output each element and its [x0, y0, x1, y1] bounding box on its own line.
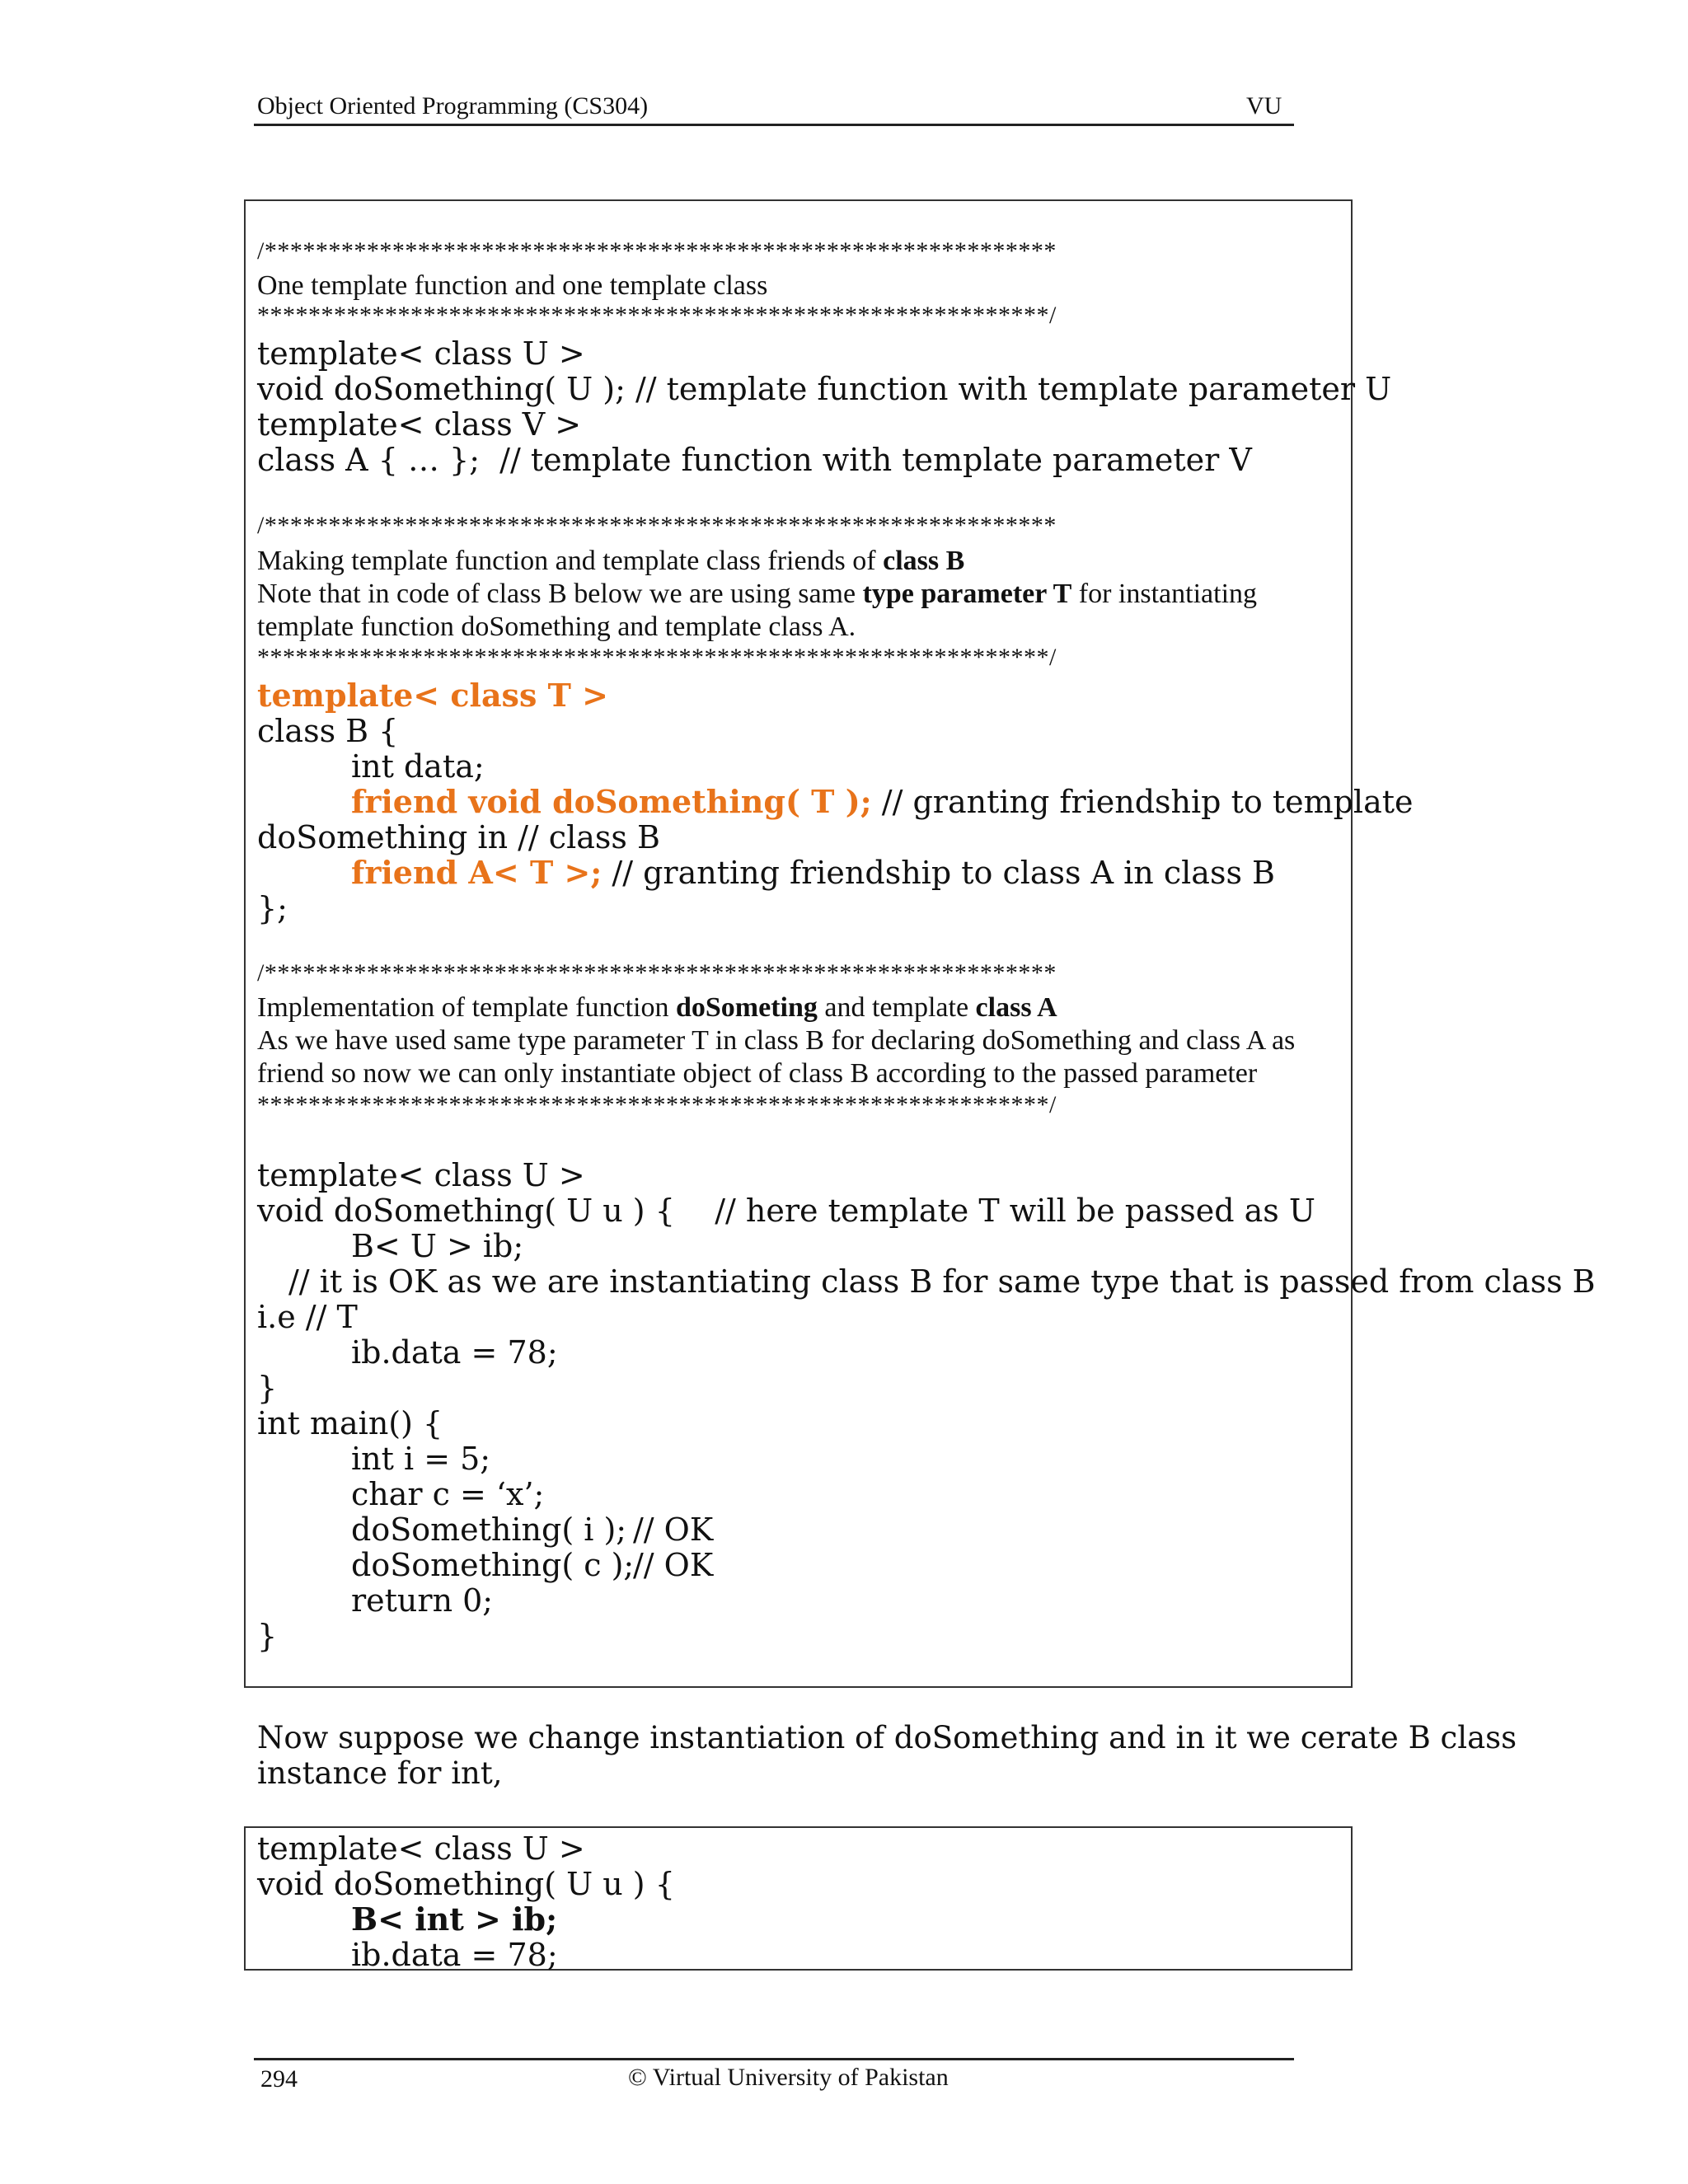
code-line: friend void doSomething( T ); // granting friendship to template: [351, 783, 1414, 820]
code-line: int main() {: [257, 1405, 443, 1441]
body-paragraph-line: instance for int,: [257, 1755, 503, 1791]
comment-stars-top: /**************************************************************: [257, 959, 1057, 987]
comment-text: Making template function and template class friends of class B: [257, 546, 965, 576]
code-line: template< class U >: [257, 1830, 585, 1867]
code-line: char c = ‘x’;: [351, 1476, 545, 1512]
code-line: doSomething( i );: [351, 1511, 627, 1548]
code-line: doSomething in // class B: [257, 819, 660, 855]
comment-text: One template function and one template class: [257, 270, 768, 301]
comment-stars-bottom: **************************************************************/: [257, 644, 1057, 671]
comment-text: Implementation of template function doSometing and template class A: [257, 992, 1057, 1023]
code-line: doSomething( c );: [351, 1547, 635, 1583]
footer-copyright: © Virtual University of Pakistan: [628, 2064, 949, 2091]
code-comment: // OK: [633, 1511, 714, 1548]
code-line: };: [257, 890, 288, 926]
comment-text: friend so now we can only instantiate object of class B according to the passed parameter: [257, 1058, 1258, 1089]
comment-stars-top: /**************************************************************: [257, 237, 1057, 265]
comment-stars-top: /**************************************************************: [257, 512, 1057, 539]
code-line: friend A< T >; // granting friendship to class A in class B: [351, 854, 1275, 891]
code-line: return 0;: [351, 1582, 494, 1619]
page-number: 294: [260, 2065, 298, 2093]
code-line-highlight: template< class T >: [257, 677, 608, 714]
code-line: int data;: [351, 748, 485, 785]
comment-text: Note that in code of class B below we are using same type parameter T for instantiating: [257, 579, 1258, 609]
code-line: void doSomething( U u ) { // here template T will be passed as U: [257, 1193, 1315, 1229]
code-line: template< class U >: [257, 1157, 585, 1193]
comment-stars-bottom: **************************************************************/: [257, 302, 1057, 329]
footer-rule: [254, 2058, 1294, 2060]
code-line: ib.data = 78;: [351, 1334, 558, 1371]
code-line: class B {: [257, 713, 399, 749]
comment-stars-bottom: **************************************************************/: [257, 1091, 1057, 1118]
comment-text: template function doSomething and template class A.: [257, 612, 856, 642]
header-rule: [254, 124, 1294, 126]
code-line: void doSomething( U ); // template function with template parameter U: [257, 371, 1392, 407]
comment-text: As we have used same type parameter T in class B for declaring doSomething and class A as: [257, 1025, 1296, 1056]
running-header-title: Object Oriented Programming (CS304): [257, 92, 649, 120]
code-line: int i = 5;: [351, 1441, 491, 1477]
code-line: // it is OK as we are instantiating class B for same type that is passed from class B: [288, 1263, 1596, 1300]
code-line: class A { … }; // template function with template parameter V: [257, 442, 1252, 478]
code-line: }: [257, 1370, 278, 1406]
code-line: template< class U >: [257, 335, 585, 372]
code-comment: // OK: [633, 1547, 714, 1583]
running-header-vu: VU: [1246, 92, 1282, 120]
code-line: void doSomething( U u ) {: [257, 1866, 675, 1902]
code-line-bold: B< int > ib;: [351, 1900, 558, 1938]
code-line: B< U > ib;: [351, 1228, 524, 1264]
code-line: i.e // T: [257, 1299, 358, 1335]
code-line: }: [257, 1618, 278, 1654]
code-line: ib.data = 78;: [351, 1937, 558, 1973]
code-line: template< class V >: [257, 406, 582, 443]
body-paragraph-line: Now suppose we change instantiation of doSomething and in it we cerate B class: [257, 1720, 1517, 1755]
